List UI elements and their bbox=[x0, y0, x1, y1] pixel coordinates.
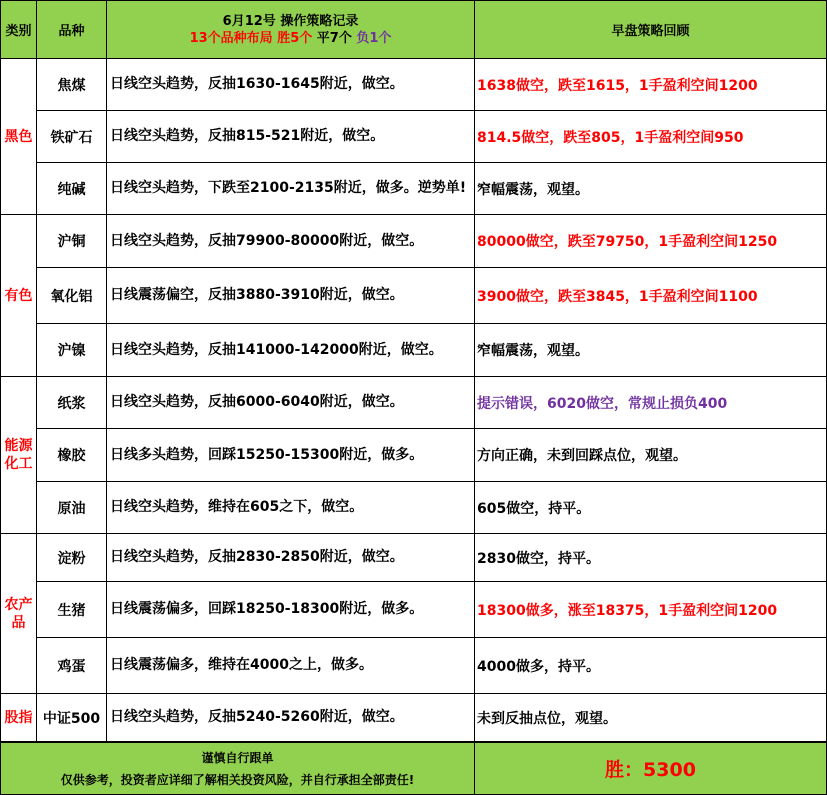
review-cell: 1638做空，跌至1615，1手盈利空间1200 bbox=[475, 59, 827, 111]
strategy-cell: 日线空头趋势，下跌至2100-2135附近，做多。逆势单! bbox=[107, 163, 475, 215]
product-cell: 中证500 bbox=[37, 694, 107, 742]
stats-summary: 13个品种布局 胜5个 bbox=[189, 30, 313, 46]
product-cell: 淀粉 bbox=[37, 534, 107, 582]
table-row bbox=[1, 215, 827, 268]
review-cell: 814.5做空，跌至805，1手盈利空间950 bbox=[475, 111, 827, 163]
review-cell: 窄幅震荡，观望。 bbox=[475, 324, 827, 377]
table-row bbox=[1, 694, 827, 742]
table-row bbox=[1, 482, 827, 534]
category-cell bbox=[1, 215, 37, 377]
table-row bbox=[1, 429, 827, 482]
category-cell bbox=[1, 59, 37, 215]
product-cell: 纯碱 bbox=[37, 163, 107, 215]
strategy-cell: 日线空头趋势，反抽2830-2850附近，做空。 bbox=[107, 534, 475, 582]
category-label-part: 品 bbox=[11, 614, 26, 631]
table-row bbox=[1, 534, 827, 582]
footer-row bbox=[1, 743, 827, 795]
stats-line bbox=[107, 30, 474, 47]
stats-flat: 平7个 bbox=[316, 30, 352, 46]
table-row bbox=[1, 638, 827, 694]
category-cell bbox=[1, 694, 37, 742]
product-cell: 鸡蛋 bbox=[37, 638, 107, 694]
product-cell: 橡胶 bbox=[37, 429, 107, 482]
review-column-header: 早盘策略回顾 bbox=[475, 1, 827, 59]
strategy-column-header bbox=[107, 1, 475, 59]
result-cell: 胜：5300 bbox=[475, 743, 827, 795]
table-row bbox=[1, 582, 827, 638]
table-row bbox=[1, 268, 827, 324]
review-cell: 方向正确，未到回踩点位，观望。 bbox=[475, 429, 827, 482]
review-cell: 2830做空，持平。 bbox=[475, 534, 827, 582]
product-cell: 沪镍 bbox=[37, 324, 107, 377]
category-column-header: 类别 bbox=[1, 1, 37, 59]
category-cell bbox=[1, 377, 37, 534]
table-row bbox=[1, 324, 827, 377]
category-cell bbox=[1, 534, 37, 694]
disclaimer-cell bbox=[1, 743, 475, 795]
product-cell: 生猪 bbox=[37, 582, 107, 638]
strategy-cell: 日线空头趋势，反抽1630-1645附近，做空。 bbox=[107, 59, 475, 111]
category-label-part: 股指 bbox=[4, 709, 33, 726]
strategy-cell: 日线震荡偏多，维持在4000之上，做多。 bbox=[107, 638, 475, 694]
disclaimer-line-2: 仅供参考，投资者应详细了解相关投资风险，并自行承担全部责任! bbox=[60, 772, 415, 787]
table-row bbox=[1, 111, 827, 163]
review-cell: 窄幅震荡，观望。 bbox=[475, 163, 827, 215]
strategy-cell: 日线震荡偏多，回踩18250-18300附近，做多。 bbox=[107, 582, 475, 638]
strategy-cell: 日线多头趋势，回踩15250-15300附近，做多。 bbox=[107, 429, 475, 482]
sheet-title: 6月12号 操作策略记录 bbox=[222, 13, 359, 29]
strategy-cell: 日线空头趋势，反抽5240-5260附近，做空。 bbox=[107, 694, 475, 742]
product-cell: 原油 bbox=[37, 482, 107, 534]
header-row bbox=[1, 1, 827, 59]
footer-table bbox=[0, 742, 827, 795]
strategy-cell: 日线空头趋势，反抽79900-80000附近，做空。 bbox=[107, 215, 475, 268]
disclaimer-line-1: 谨慎自行跟单 bbox=[201, 750, 274, 765]
review-cell: 4000做多，持平。 bbox=[475, 638, 827, 694]
review-cell: 80000做空，跌至79750，1手盈利空间1250 bbox=[475, 215, 827, 268]
review-cell: 605做空，持平。 bbox=[475, 482, 827, 534]
product-cell: 氧化铝 bbox=[37, 268, 107, 324]
category-label-part: 化工 bbox=[4, 456, 33, 472]
review-cell: 18300做多，涨至18375，1手盈利空间1200 bbox=[475, 582, 827, 638]
product-cell: 纸浆 bbox=[37, 377, 107, 429]
product-cell: 沪铜 bbox=[37, 215, 107, 268]
product-column-header: 品种 bbox=[37, 1, 107, 59]
table-row bbox=[1, 377, 827, 429]
review-cell: 3900做空，跌至3845，1手盈利空间1100 bbox=[475, 268, 827, 324]
stats-loss: 负1个 bbox=[356, 30, 392, 46]
category-label-part: 有色 bbox=[4, 287, 33, 304]
review-cell: 提示错误，6020做空，常规止损负400 bbox=[475, 377, 827, 429]
strategy-cell: 日线空头趋势，反抽141000-142000附近，做空。 bbox=[107, 324, 475, 377]
category-label-part: 能源 bbox=[4, 438, 33, 454]
review-cell: 未到反抽点位，观望。 bbox=[475, 694, 827, 742]
category-label-part: 农产 bbox=[4, 596, 33, 613]
product-cell: 铁矿石 bbox=[37, 111, 107, 163]
strategy-cell: 日线空头趋势，反抽815-521附近，做空。 bbox=[107, 111, 475, 163]
table-row bbox=[1, 59, 827, 111]
strategy-cell: 日线空头趋势，维持在605之下，做空。 bbox=[107, 482, 475, 534]
strategy-cell: 日线震荡偏空，反抽3880-3910附近，做空。 bbox=[107, 268, 475, 324]
table-row bbox=[1, 163, 827, 215]
category-label-part: 黑色 bbox=[4, 128, 33, 145]
product-cell: 焦煤 bbox=[37, 59, 107, 111]
strategy-cell: 日线空头趋势，反抽6000-6040附近，做空。 bbox=[107, 377, 475, 429]
